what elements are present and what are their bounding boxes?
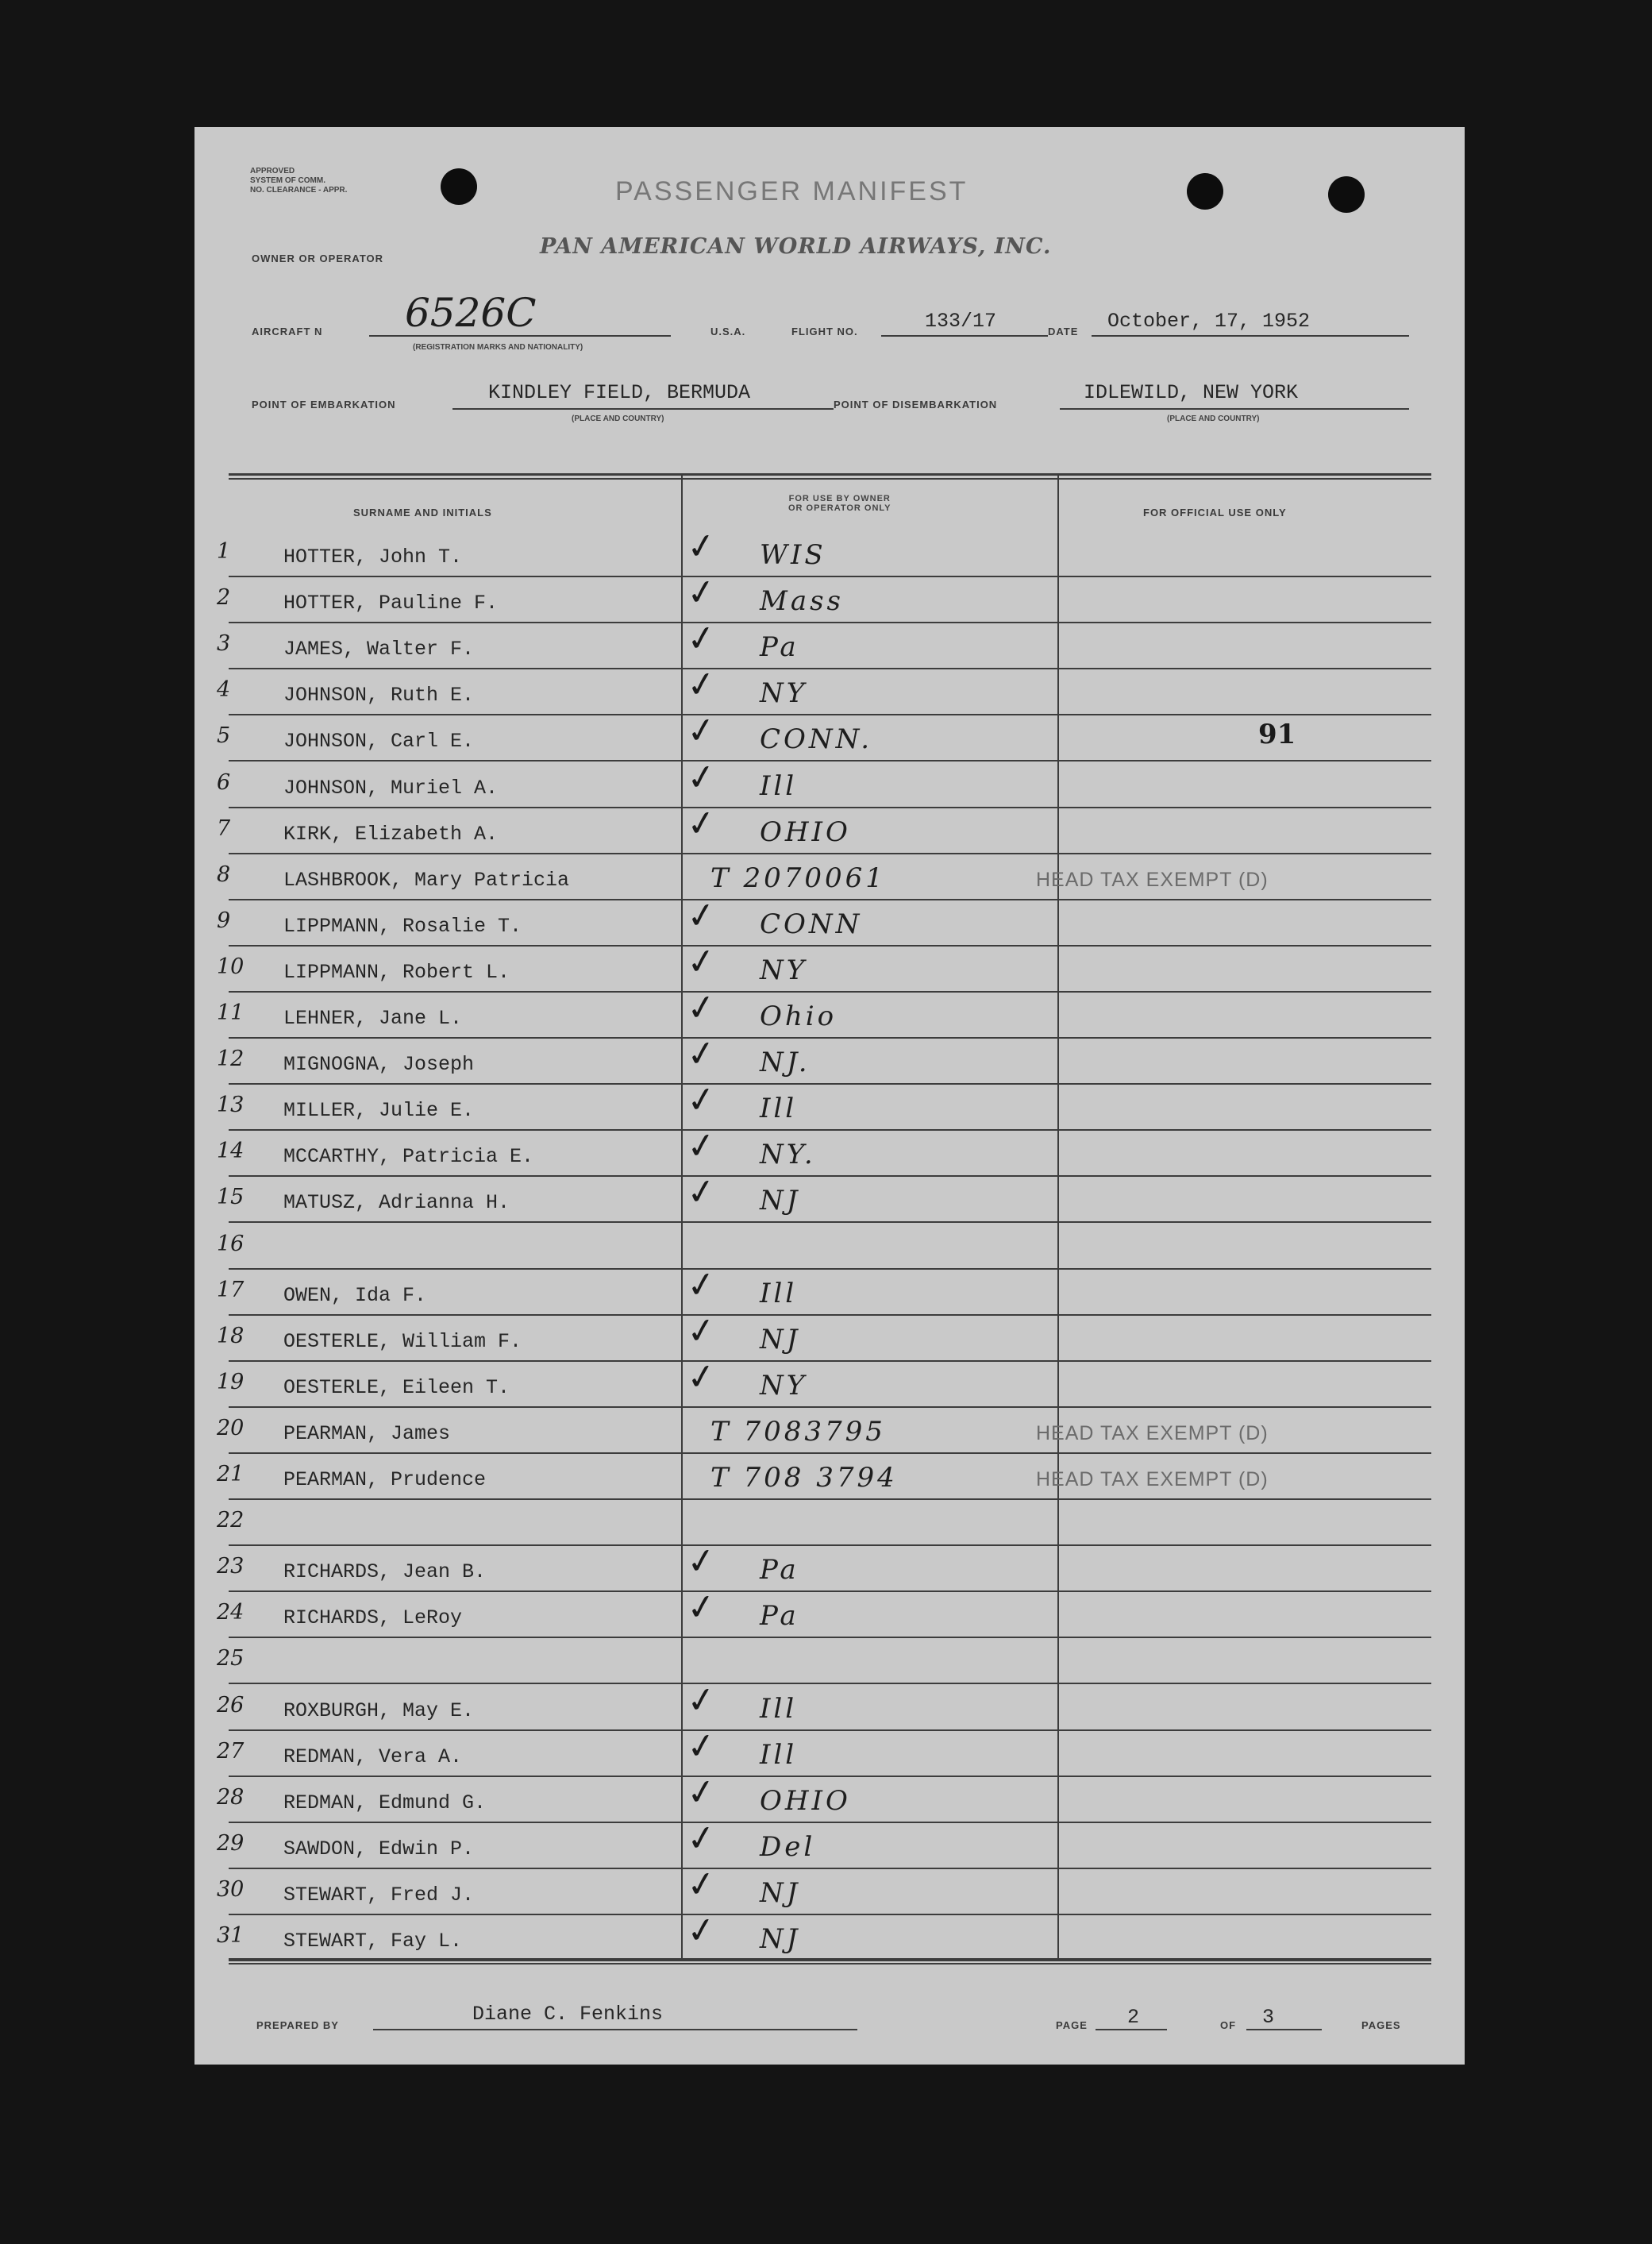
check-mark-icon: ✓ (684, 1539, 719, 1584)
row-rule (229, 1729, 1431, 1731)
row-rule (229, 668, 1431, 669)
check-mark-icon: ✓ (684, 1078, 719, 1123)
row-number: 14 (217, 1139, 245, 1164)
row-number: 12 (217, 1047, 245, 1072)
row-rule (229, 1683, 1431, 1684)
aircraft-value: 6526C (405, 290, 537, 336)
passenger-name: MIGNOGNA, Joseph (283, 1053, 475, 1077)
passenger-name: OWEN, Ida F. (283, 1283, 427, 1307)
row-rule (229, 714, 1431, 715)
check-mark-icon: ✓ (684, 1355, 719, 1400)
row-rule (229, 1406, 1431, 1408)
official-note: HEAD TAX EXEMPT (D) (1036, 868, 1269, 891)
check-mark-icon: ✓ (684, 524, 719, 569)
passenger-name: ROXBURGH, May E. (283, 1698, 475, 1722)
row-rule (229, 1914, 1431, 1915)
row-rule (229, 1360, 1431, 1362)
col-owner-header: FOR USE BY OWNER OR OPERATOR ONLY (788, 494, 891, 513)
passenger-name: PEARMAN, James (283, 1421, 451, 1445)
passenger-name: JAMES, Walter F. (283, 638, 475, 661)
row-number: 9 (217, 908, 231, 933)
carrier-name: PAN AMERICAN WORLD AIRWAYS, INC. (540, 234, 1052, 259)
owner-note: NY. (760, 1139, 816, 1171)
row-number: 7 (217, 815, 231, 841)
row-number: 10 (217, 954, 245, 979)
owner-note: Mass (760, 585, 844, 618)
owner-note: Ill (760, 1093, 798, 1125)
passenger-name: HOTTER, Pauline F. (283, 592, 499, 615)
prepared-label: PREPARED BY (256, 2019, 339, 2031)
row-rule (229, 853, 1431, 854)
check-mark-icon: ✓ (684, 570, 719, 615)
passenger-name: JOHNSON, Carl E. (283, 730, 475, 754)
passenger-name: OESTERLE, William F. (283, 1329, 522, 1353)
owner-note: Ill (760, 1277, 798, 1309)
row-number: 24 (217, 1600, 245, 1625)
owner-note: Ill (760, 1738, 798, 1771)
row-number: 4 (217, 677, 231, 703)
disembark-label: POINT OF DISEMBARKATION (834, 399, 998, 411)
row-number: 15 (217, 1185, 245, 1210)
passenger-name: MCCARTHY, Patricia E. (283, 1145, 534, 1169)
check-mark-icon: ✓ (684, 1031, 719, 1077)
row-rule (229, 1221, 1431, 1223)
row-rule (229, 1037, 1431, 1039)
row-number: 5 (217, 723, 231, 749)
row-rule (229, 1452, 1431, 1454)
owner-note: OHIO (760, 815, 851, 848)
row-rule (229, 899, 1431, 900)
check-mark-icon: ✓ (684, 1678, 719, 1722)
col-surname-header: SURNAME AND INITIALS (353, 507, 492, 519)
approval-stamp: APPROVED SYSTEM OF COMM. NO. CLEARANCE - APPR. (250, 167, 348, 195)
owner-note: Ohio (760, 1001, 838, 1032)
punch-hole (1187, 173, 1223, 210)
owner-note: T 708 3794 (710, 1462, 898, 1494)
check-mark-icon: ✓ (684, 755, 719, 800)
embark-label: POINT OF EMBARKATION (252, 399, 396, 411)
row-rule (229, 1175, 1431, 1177)
date-label: DATE (1048, 326, 1079, 337)
passenger-name: REDMAN, Vera A. (283, 1745, 463, 1768)
row-number: 13 (217, 1093, 245, 1118)
row-number: 18 (217, 1323, 245, 1348)
official-note: HEAD TAX EXEMPT (D) (1036, 1468, 1269, 1490)
col-official-header: FOR OFFICIAL USE ONLY (1143, 507, 1287, 519)
passenger-name: REDMAN, Edmund G. (283, 1791, 487, 1814)
row-number: 8 (217, 862, 231, 887)
passenger-name: MATUSZ, Adrianna H. (283, 1191, 510, 1215)
row-rule (229, 1590, 1431, 1592)
passenger-name: JOHNSON, Muriel A. (283, 776, 499, 800)
check-mark-icon: ✓ (684, 616, 719, 661)
check-mark-icon: ✓ (684, 893, 719, 939)
owner-note: Pa (760, 631, 799, 664)
row-rule (229, 622, 1431, 623)
row-number: 28 (217, 1784, 245, 1810)
row-rule (229, 1776, 1431, 1777)
owner-note: Ill (760, 1692, 798, 1725)
owner-label: OWNER OR OPERATOR (252, 253, 384, 264)
row-number: 1 (217, 539, 231, 564)
row-rule (229, 1868, 1431, 1869)
owner-note: T 2070061 (710, 862, 886, 894)
flight-label: FLIGHT NO. (791, 326, 858, 337)
passenger-name: LIPPMANN, Rosalie T. (283, 914, 522, 938)
row-rule (229, 807, 1431, 808)
check-mark-icon: ✓ (684, 1170, 719, 1215)
check-mark-icon: ✓ (684, 1309, 719, 1354)
row-number: 31 (217, 1923, 245, 1948)
flight-value: 133/17 (925, 310, 997, 333)
row-number: 19 (217, 1369, 245, 1394)
row-rule (229, 945, 1431, 947)
passenger-name: RICHARDS, Jean B. (283, 1560, 487, 1584)
check-mark-icon: ✓ (684, 1770, 719, 1815)
owner-note: NY (760, 677, 808, 710)
check-mark-icon: ✓ (684, 1862, 719, 1907)
owner-note: T 7083795 (710, 1415, 886, 1448)
passenger-name: LEHNER, Jane L. (283, 1007, 463, 1030)
page-value: 2 (1127, 2006, 1140, 2029)
official-note: HEAD TAX EXEMPT (D) (1036, 1421, 1269, 1444)
check-mark-icon: ✓ (684, 939, 719, 985)
owner-note: WIS (760, 539, 826, 571)
of-value: 3 (1262, 2006, 1275, 2029)
owner-note: CONN. (760, 723, 873, 756)
check-mark-icon: ✓ (684, 801, 719, 846)
passenger-name: PEARMAN, Prudence (283, 1468, 487, 1491)
row-number: 6 (217, 769, 231, 795)
date-value: October, 17, 1952 (1107, 310, 1311, 333)
row-rule (229, 1083, 1431, 1085)
owner-note: NY (760, 954, 808, 986)
check-mark-icon: ✓ (684, 1263, 719, 1307)
row-number: 30 (217, 1876, 245, 1902)
usa-label: U.S.A. (710, 326, 746, 337)
passenger-name: MILLER, Julie E. (283, 1099, 475, 1123)
owner-note: Pa (760, 1554, 799, 1587)
row-number: 3 (217, 631, 231, 657)
row-number: 23 (217, 1554, 245, 1579)
passenger-name: STEWART, Fay L. (283, 1930, 463, 1953)
owner-note: NJ (760, 1923, 801, 1955)
row-number: 29 (217, 1830, 245, 1856)
passenger-name: KIRK, Elizabeth A. (283, 822, 499, 846)
passenger-name: JOHNSON, Ruth E. (283, 684, 475, 708)
owner-note: Ill (760, 769, 798, 802)
check-mark-icon: ✓ (684, 1724, 719, 1768)
passenger-name: SAWDON, Edwin P. (283, 1837, 475, 1860)
owner-note: Del (760, 1830, 816, 1863)
punch-hole (1328, 176, 1365, 213)
row-number: 27 (217, 1738, 245, 1764)
row-rule (229, 760, 1431, 761)
passenger-name: STEWART, Fred J. (283, 1883, 475, 1907)
row-rule (229, 1268, 1431, 1270)
check-mark-icon: ✓ (684, 709, 719, 754)
row-rule (229, 1498, 1431, 1500)
owner-note: CONN (760, 908, 863, 940)
passenger-name: OESTERLE, Eileen T. (283, 1375, 510, 1399)
row-number: 2 (217, 585, 231, 611)
disembark-caption: (PLACE AND COUNTRY) (1167, 414, 1260, 423)
check-mark-icon: ✓ (684, 662, 719, 708)
embark-value: KINDLEY FIELD, BERMUDA (488, 381, 751, 404)
official-count: 91 (1258, 719, 1296, 750)
row-number: 22 (217, 1508, 245, 1533)
check-mark-icon: ✓ (684, 1124, 719, 1169)
owner-note: NJ (760, 1876, 801, 1909)
row-number: 11 (217, 1001, 245, 1025)
aircraft-label: AIRCRAFT N (252, 326, 323, 337)
check-mark-icon: ✓ (684, 1816, 719, 1861)
manifest-sheet (194, 127, 1465, 2065)
page-title: PASSENGER MANIFEST (615, 176, 968, 206)
row-number: 20 (217, 1415, 245, 1440)
passenger-name: RICHARDS, LeRoy (283, 1606, 463, 1630)
row-number: 25 (217, 1646, 245, 1671)
row-rule (229, 576, 1431, 577)
of-label: OF (1220, 2019, 1237, 2031)
row-rule (229, 991, 1431, 993)
owner-note: NJ. (760, 1047, 811, 1079)
check-mark-icon: ✓ (684, 985, 719, 1031)
row-number: 26 (217, 1692, 245, 1718)
owner-note: OHIO (760, 1784, 851, 1817)
row-rule (229, 1637, 1431, 1638)
check-mark-icon: ✓ (684, 1908, 719, 1953)
passenger-name: LIPPMANN, Robert L. (283, 960, 510, 984)
passenger-name: LASHBROOK, Mary Patricia (283, 868, 570, 892)
row-rule (229, 1129, 1431, 1131)
pages-label: PAGES (1361, 2019, 1401, 2031)
passenger-name: HOTTER, John T. (283, 546, 463, 569)
row-number: 17 (217, 1277, 245, 1302)
page-label: PAGE (1056, 2019, 1088, 2031)
row-number: 21 (217, 1462, 245, 1486)
owner-note: NJ (760, 1323, 801, 1355)
row-rule (229, 1544, 1431, 1546)
owner-note: NJ (760, 1185, 801, 1217)
row-rule (229, 1822, 1431, 1823)
row-number: 16 (217, 1231, 245, 1256)
registration-caption: (REGISTRATION MARKS AND NATIONALITY) (413, 343, 583, 352)
punch-hole (441, 168, 477, 205)
owner-note: NY (760, 1369, 808, 1402)
owner-note: Pa (760, 1600, 799, 1633)
disembark-value: IDLEWILD, NEW YORK (1084, 381, 1299, 404)
embark-caption: (PLACE AND COUNTRY) (572, 414, 664, 423)
row-rule (229, 1314, 1431, 1316)
prepared-value: Diane C. Fenkins (472, 2003, 664, 2026)
check-mark-icon: ✓ (684, 1585, 719, 1630)
